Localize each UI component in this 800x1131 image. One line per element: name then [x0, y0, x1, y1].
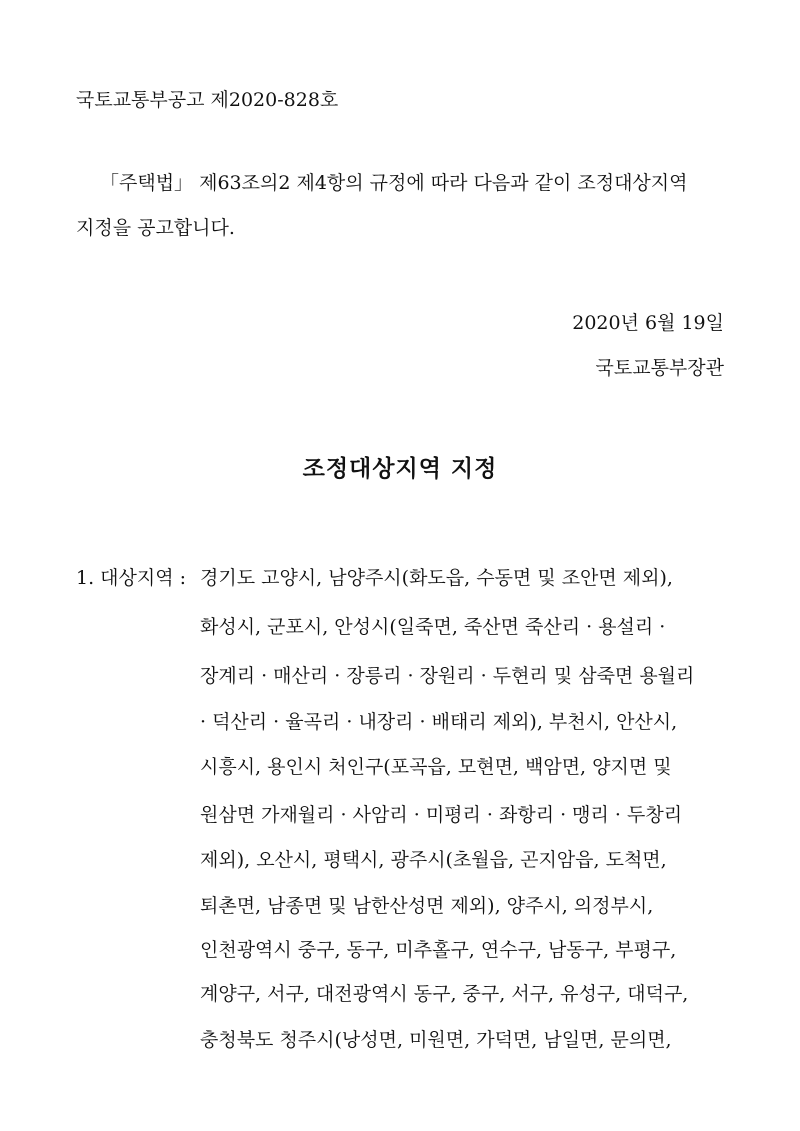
item-body-line: 계양구, 서구, 대전광역시 동구, 중구, 서구, 유성구, 대덕구,	[200, 983, 689, 1005]
item-body-line: 장계리 · 매산리 · 장릉리 · 장원리 · 두현리 및 삼죽면 용월리	[200, 665, 695, 687]
item-body-line: 인천광역시 중구, 동구, 미추홀구, 연수구, 남동구, 부평구,	[200, 939, 677, 961]
item-body-line: · 덕산리 · 율곡리 · 내장리 · 배태리 제외), 부천시, 안산시,	[200, 711, 678, 733]
item-body-line: 화성시, 군포시, 안성시(일죽면, 죽산면 죽산리 · 용설리 ·	[200, 616, 666, 638]
item-body-line: 충청북도 청주시(낭성면, 미원면, 가덕면, 남일면, 문의면,	[200, 1029, 672, 1051]
document-title: 조정대상지역 지정	[302, 455, 498, 482]
item-body-line: 원삼면 가재월리 · 사암리 · 미평리 · 좌항리 · 맹리 · 두창리	[200, 804, 683, 826]
notice-number: 국토교통부공고 제2020-828호	[76, 89, 339, 111]
item-body-line: 경기도 고양시, 남양주시(화도읍, 수동면 및 조안면 제외),	[200, 567, 673, 589]
item-body-line: 퇴촌면, 남종면 및 남한산성면 제외), 양주시, 의정부시,	[200, 895, 654, 917]
intro-line-1: 「주택법」 제63조의2 제4항의 규정에 따라 다음과 같이 조정대상지역	[100, 172, 688, 194]
item-body-line: 제외), 오산시, 평택시, 광주시(초월읍, 곤지암읍, 도척면,	[200, 849, 667, 871]
notice-date: 2020년 6월 19일	[572, 312, 724, 334]
item-label: 1. 대상지역 :	[76, 567, 187, 589]
intro-line-2: 지정을 공고합니다.	[76, 217, 235, 239]
item-body-line: 시흥시, 용인시 처인구(포곡읍, 모현면, 백암면, 양지면 및	[200, 756, 672, 778]
issuer: 국토교통부장관	[595, 357, 724, 379]
